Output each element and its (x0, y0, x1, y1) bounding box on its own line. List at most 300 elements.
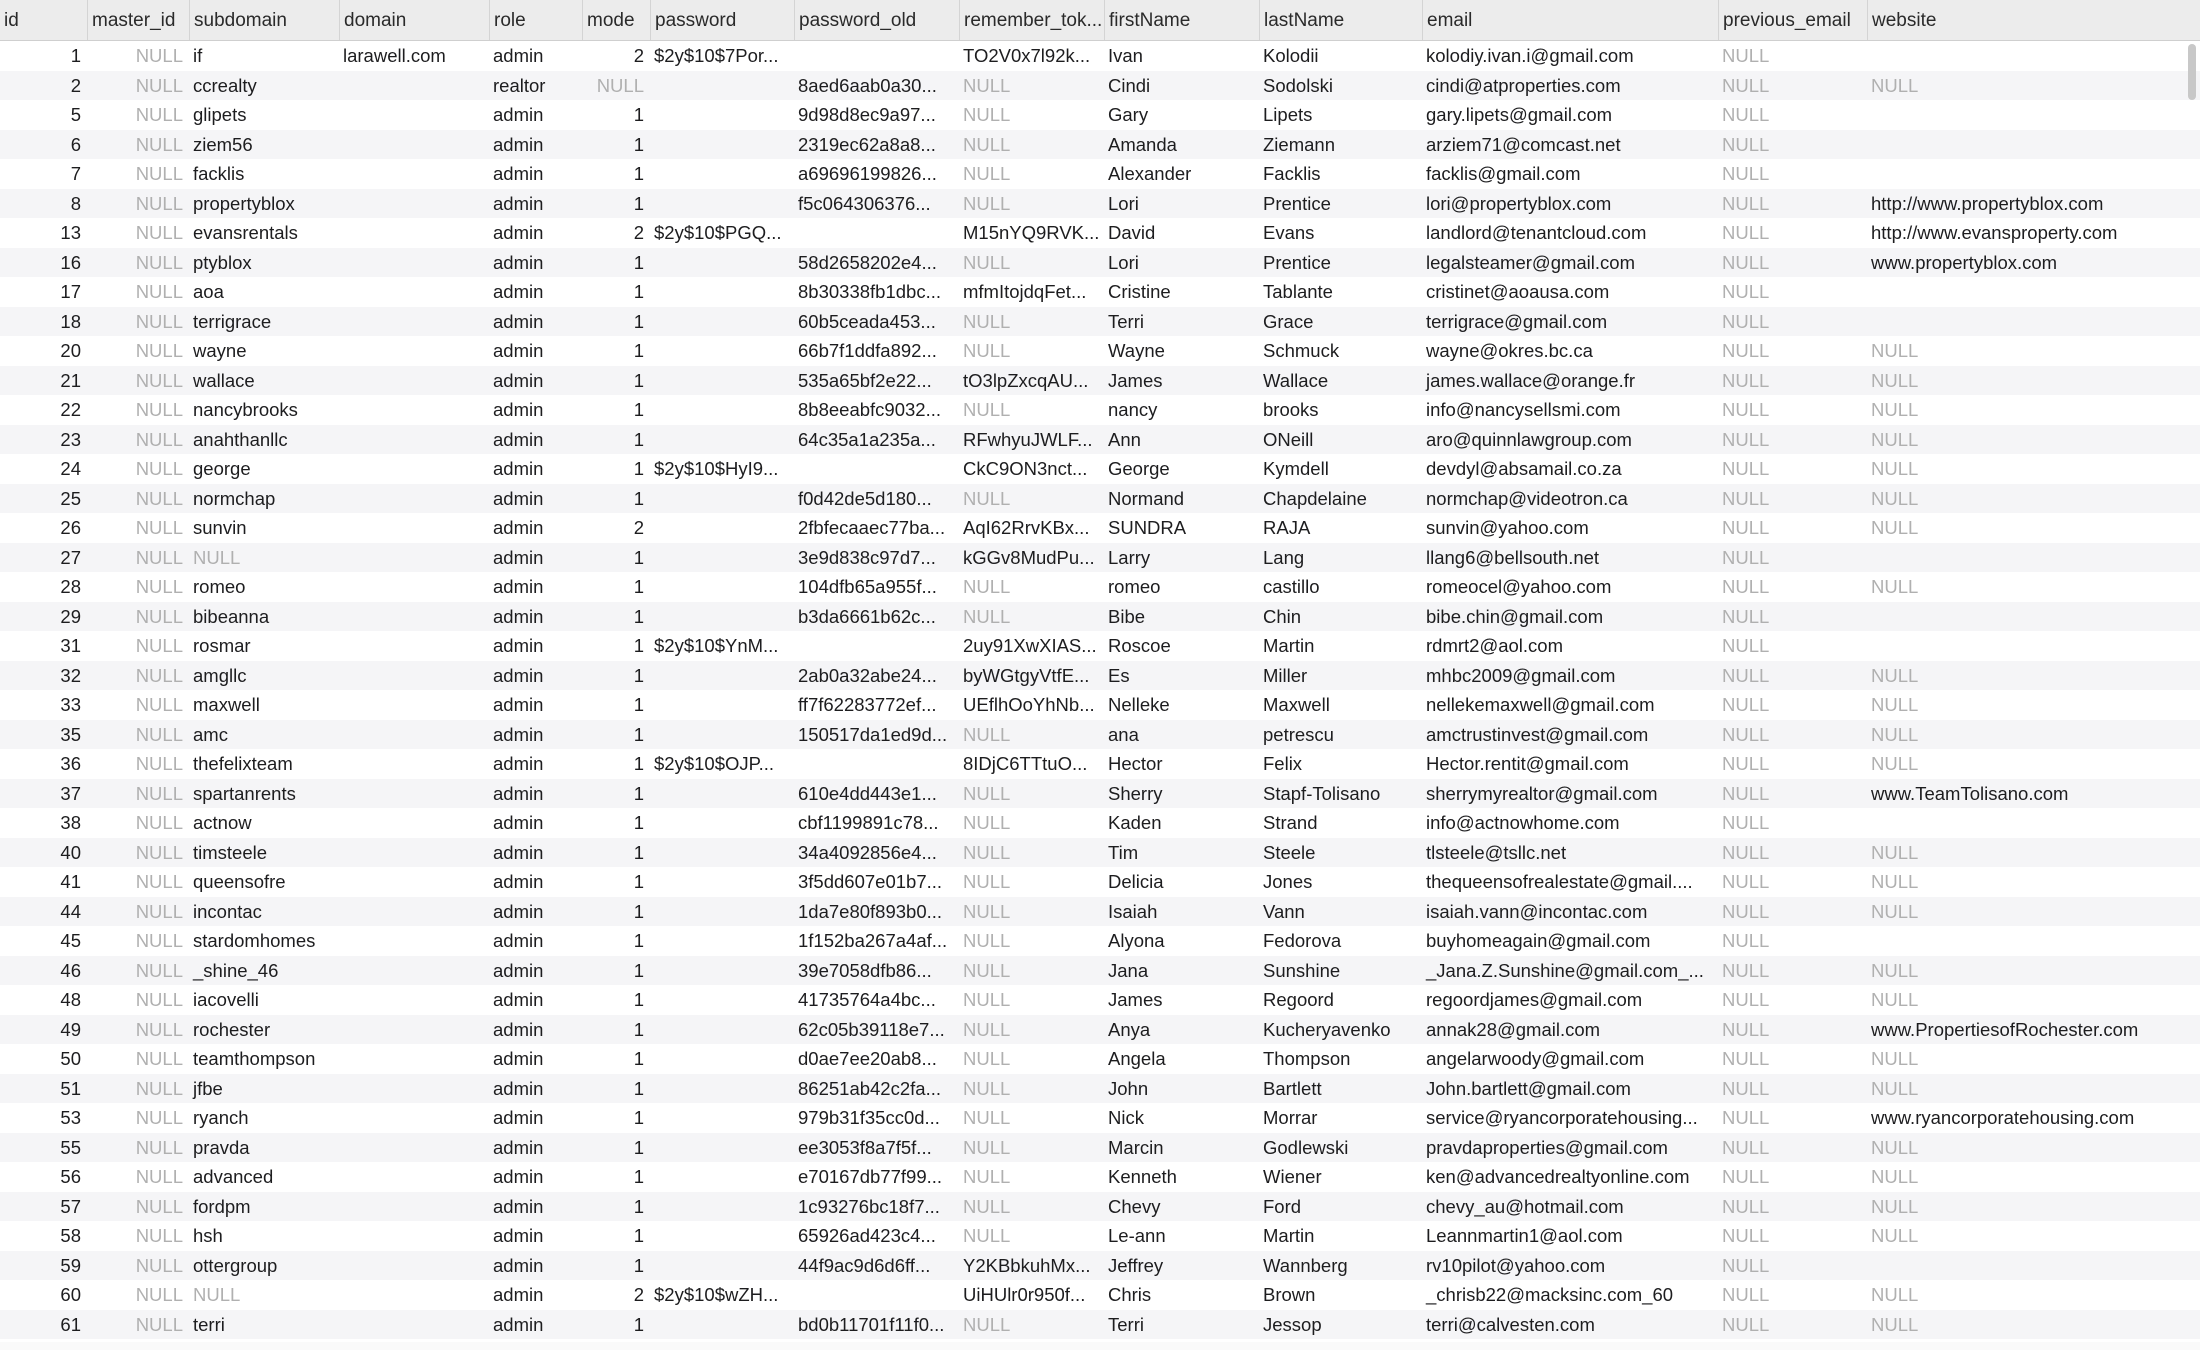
cell-website[interactable]: NULL (1871, 664, 1919, 686)
cell-mode[interactable]: 1 (633, 753, 644, 774)
cell-password-old[interactable]: 104dfb65a955f... (798, 576, 937, 597)
cell-previous-email[interactable]: NULL (1722, 222, 1770, 243)
cell-mode[interactable]: 1 (633, 576, 644, 597)
cell-lastName[interactable]: Jessop (1263, 1313, 1322, 1335)
cell-email[interactable]: aro@quinnlawgroup.com (1426, 428, 1632, 450)
cell-master-id[interactable]: NULL (135, 45, 183, 66)
cell-master-id[interactable]: NULL (135, 399, 183, 420)
table-row[interactable] (0, 248, 2200, 278)
cell-domain[interactable] (339, 690, 489, 720)
cell-password-old[interactable]: 1c93276bc18f7... (798, 1195, 940, 1217)
cell-password[interactable] (650, 71, 794, 101)
cell-previous-email[interactable]: NULL (1722, 782, 1770, 804)
cell-id[interactable]: 23 (60, 428, 81, 450)
cell-mode[interactable]: 1 (633, 664, 644, 686)
cell-remember-token[interactable]: NULL (963, 1166, 1011, 1187)
cell-subdomain[interactable]: rosmar (193, 635, 251, 656)
cell-domain[interactable] (339, 189, 489, 219)
cell-email[interactable]: lori@propertyblox.com (1426, 192, 1612, 214)
cell-remember-token[interactable]: NULL (963, 782, 1011, 804)
cell-role[interactable]: admin (493, 576, 544, 597)
cell-id[interactable]: 26 (60, 517, 81, 538)
cell-subdomain[interactable]: incontac (193, 900, 262, 922)
cell-master-id[interactable]: NULL (135, 1313, 183, 1335)
cell-remember-token[interactable]: TO2V0x7l92k... (963, 45, 1091, 66)
cell-subdomain[interactable]: rochester (193, 1018, 271, 1040)
cell-id[interactable]: 35 (60, 723, 81, 745)
cell-master-id[interactable]: NULL (135, 1254, 183, 1276)
cell-password-old[interactable]: 41735764a4bc... (798, 989, 936, 1010)
cell-subdomain[interactable]: actnow (193, 812, 252, 833)
cell-subdomain[interactable]: NULL (193, 1284, 241, 1305)
cell-master-id[interactable]: NULL (135, 310, 183, 332)
cell-master-id[interactable]: NULL (135, 753, 183, 774)
cell-subdomain[interactable]: aoa (193, 281, 224, 302)
cell-master-id[interactable]: NULL (135, 605, 183, 627)
cell-email[interactable]: John.bartlett@gmail.com (1426, 1077, 1631, 1099)
cell-lastName[interactable]: Miller (1263, 664, 1308, 686)
cell-lastName[interactable]: RAJA (1263, 517, 1311, 538)
table-row[interactable] (0, 1251, 2200, 1281)
cell-password[interactable] (650, 867, 794, 897)
cell-lastName[interactable]: Strand (1263, 812, 1318, 833)
cell-subdomain[interactable]: NULL (193, 546, 241, 568)
cell-website[interactable]: NULL (1871, 1284, 1919, 1305)
cell-password-old[interactable]: 1f152ba267a4af... (798, 930, 948, 951)
cell-role[interactable]: admin (493, 340, 544, 361)
cell-mode[interactable]: 1 (633, 399, 644, 420)
cell-previous-email[interactable]: NULL (1722, 74, 1770, 96)
cell-firstName[interactable]: Angela (1108, 1048, 1166, 1069)
cell-previous-email[interactable]: NULL (1722, 900, 1770, 922)
cell-password-old[interactable]: 150517da1ed9d... (798, 723, 948, 745)
cell-password-old[interactable]: 8b8eeabfc9032... (798, 399, 941, 420)
table-row[interactable] (0, 838, 2200, 868)
cell-subdomain[interactable]: hsh (193, 1225, 223, 1246)
table-row[interactable] (0, 1015, 2200, 1045)
cell-password[interactable] (650, 956, 794, 986)
cell-remember-token[interactable]: NULL (963, 487, 1011, 509)
cell-password-old[interactable]: bd0b11701f11f0... (798, 1313, 945, 1335)
cell-domain[interactable] (339, 543, 489, 573)
cell-password-old[interactable]: 1da7e80f893b0... (798, 900, 943, 922)
cell-master-id[interactable]: NULL (135, 369, 183, 391)
cell-password-old[interactable]: f5c064306376... (798, 192, 931, 214)
cell-previous-email[interactable]: NULL (1722, 723, 1770, 745)
cell-firstName[interactable]: Nelleke (1108, 694, 1170, 715)
cell-password[interactable] (650, 1162, 794, 1192)
cell-subdomain[interactable]: bibeanna (193, 605, 270, 627)
cell-previous-email[interactable]: NULL (1722, 1166, 1770, 1187)
cell-password[interactable] (650, 1310, 794, 1340)
cell-role[interactable]: admin (493, 1313, 544, 1335)
cell-domain[interactable] (339, 395, 489, 425)
cell-subdomain[interactable]: wallace (193, 369, 255, 391)
cell-password[interactable] (650, 808, 794, 838)
cell-email[interactable]: arziem71@comcast.net (1426, 133, 1621, 155)
cell-id[interactable]: 37 (60, 782, 81, 804)
cell-email[interactable]: sherrymyrealtor@gmail.com (1426, 782, 1658, 804)
cell-role[interactable]: realtor (493, 74, 546, 96)
cell-subdomain[interactable]: ptyblox (193, 251, 252, 273)
cell-remember-token[interactable]: NULL (963, 959, 1011, 981)
cell-website[interactable] (1867, 277, 2200, 307)
cell-website[interactable] (1867, 543, 2200, 573)
cell-website[interactable]: NULL (1871, 428, 1919, 450)
table-row[interactable] (0, 71, 2200, 101)
cell-role[interactable]: admin (493, 458, 544, 479)
cell-password[interactable] (650, 130, 794, 160)
cell-email[interactable]: mhbc2009@gmail.com (1426, 664, 1616, 686)
cell-subdomain[interactable]: thefelixteam (193, 753, 293, 774)
cell-mode[interactable]: 1 (633, 1313, 644, 1335)
cell-id[interactable]: 7 (70, 163, 81, 184)
cell-firstName[interactable]: Alyona (1108, 930, 1165, 951)
cell-password[interactable] (650, 395, 794, 425)
cell-password-old[interactable]: a69696199826... (798, 163, 937, 184)
table-row[interactable] (0, 189, 2200, 219)
cell-master-id[interactable]: NULL (135, 694, 183, 715)
cell-previous-email[interactable]: NULL (1722, 517, 1770, 538)
cell-website[interactable] (1867, 926, 2200, 956)
cell-domain[interactable] (339, 631, 489, 661)
cell-master-id[interactable]: NULL (135, 428, 183, 450)
cell-mode[interactable]: 1 (633, 1136, 644, 1158)
cell-password-old[interactable]: 39e7058dfb86... (798, 959, 932, 981)
cell-email[interactable]: amctrustinvest@gmail.com (1426, 723, 1649, 745)
cell-previous-email[interactable]: NULL (1722, 605, 1770, 627)
cell-email[interactable]: annak28@gmail.com (1426, 1018, 1601, 1040)
cell-password[interactable] (650, 1192, 794, 1222)
cell-password[interactable] (650, 720, 794, 750)
cell-lastName[interactable]: Stapf-Tolisano (1263, 782, 1381, 804)
cell-role[interactable]: admin (493, 989, 544, 1010)
cell-firstName[interactable]: Gary (1108, 104, 1149, 125)
cell-role[interactable]: admin (493, 1284, 544, 1305)
cell-lastName[interactable]: Felix (1263, 753, 1303, 774)
cell-password-old[interactable]: 610e4dd443e1... (798, 782, 937, 804)
cell-remember-token[interactable]: NULL (963, 133, 1011, 155)
cell-domain[interactable] (339, 1280, 489, 1310)
cell-id[interactable]: 51 (60, 1077, 81, 1099)
cell-password[interactable] (650, 484, 794, 514)
cell-website[interactable] (1867, 1251, 2200, 1281)
cell-lastName[interactable]: Vann (1263, 900, 1305, 922)
cell-domain[interactable] (339, 71, 489, 101)
cell-remember-token[interactable]: NULL (963, 989, 1011, 1010)
table-row[interactable] (0, 956, 2200, 986)
cell-id[interactable]: 56 (60, 1166, 81, 1187)
cell-previous-email[interactable]: NULL (1722, 1077, 1770, 1099)
cell-role[interactable]: admin (493, 1254, 544, 1276)
cell-remember-token[interactable]: NULL (963, 723, 1011, 745)
cell-email[interactable]: _chrisb22@macksinc.com_60 (1426, 1284, 1674, 1305)
cell-master-id[interactable]: NULL (135, 133, 183, 155)
cell-lastName[interactable]: Sunshine (1263, 959, 1341, 981)
cell-previous-email[interactable]: NULL (1722, 664, 1770, 686)
cell-lastName[interactable]: Prentice (1263, 192, 1331, 214)
cell-master-id[interactable]: NULL (135, 664, 183, 686)
cell-firstName[interactable]: James (1108, 989, 1163, 1010)
cell-password-old[interactable]: 3f5dd607e01b7... (798, 871, 943, 892)
table-row[interactable] (0, 1074, 2200, 1104)
cell-email[interactable]: legalsteamer@gmail.com (1426, 251, 1635, 273)
cell-lastName[interactable]: Martin (1263, 1225, 1315, 1246)
cell-lastName[interactable]: Maxwell (1263, 694, 1330, 715)
cell-subdomain[interactable]: ccrealty (193, 74, 257, 96)
cell-domain[interactable] (339, 425, 489, 455)
cell-password[interactable]: $2y$10$wZH... (654, 1284, 779, 1305)
column-header-email[interactable]: email (1422, 0, 1718, 40)
cell-master-id[interactable]: NULL (135, 959, 183, 981)
table-row[interactable] (0, 41, 2200, 71)
cell-master-id[interactable]: NULL (135, 458, 183, 479)
cell-mode[interactable]: 1 (633, 871, 644, 892)
table-row[interactable] (0, 307, 2200, 337)
cell-password[interactable] (650, 926, 794, 956)
cell-domain[interactable] (339, 897, 489, 927)
cell-previous-email[interactable]: NULL (1722, 192, 1770, 214)
cell-website[interactable] (1867, 307, 2200, 337)
cell-password-old[interactable] (794, 218, 959, 248)
cell-role[interactable]: admin (493, 251, 544, 273)
cell-subdomain[interactable]: romeo (193, 576, 246, 597)
cell-email[interactable]: devdyl@absamail.co.za (1426, 458, 1622, 479)
cell-id[interactable]: 55 (60, 1136, 81, 1158)
cell-firstName[interactable]: Le-ann (1108, 1225, 1166, 1246)
cell-master-id[interactable]: NULL (135, 1077, 183, 1099)
cell-subdomain[interactable]: stardomhomes (193, 930, 316, 951)
cell-id[interactable]: 33 (60, 694, 81, 715)
cell-role[interactable]: admin (493, 871, 544, 892)
cell-lastName[interactable]: Ford (1263, 1195, 1302, 1217)
cell-website[interactable]: NULL (1871, 517, 1919, 538)
cell-domain[interactable] (339, 336, 489, 366)
cell-mode[interactable]: 1 (633, 635, 644, 656)
cell-domain[interactable] (339, 1015, 489, 1045)
cell-previous-email[interactable]: NULL (1722, 163, 1770, 184)
cell-previous-email[interactable]: NULL (1722, 1018, 1770, 1040)
cell-firstName[interactable]: Lori (1108, 192, 1139, 214)
cell-master-id[interactable]: NULL (135, 487, 183, 509)
cell-role[interactable]: admin (493, 841, 544, 863)
cell-id[interactable]: 16 (60, 251, 81, 273)
table-row[interactable] (0, 218, 2200, 248)
cell-id[interactable]: 29 (60, 605, 81, 627)
cell-domain[interactable] (339, 749, 489, 779)
cell-subdomain[interactable]: amgllc (193, 664, 247, 686)
cell-firstName[interactable]: Es (1108, 664, 1130, 686)
cell-password-old[interactable]: 535a65bf2e22... (798, 369, 932, 391)
cell-website[interactable] (1867, 602, 2200, 632)
column-header-role[interactable]: role (489, 0, 582, 40)
cell-website[interactable]: NULL (1871, 989, 1919, 1010)
cell-website[interactable]: NULL (1871, 458, 1919, 479)
cell-master-id[interactable]: NULL (135, 163, 183, 184)
cell-email[interactable]: cristinet@aoausa.com (1426, 281, 1610, 302)
cell-password[interactable] (650, 189, 794, 219)
cell-subdomain[interactable]: jfbe (193, 1077, 223, 1099)
cell-master-id[interactable]: NULL (135, 104, 183, 125)
cell-password-old[interactable] (794, 749, 959, 779)
cell-mode[interactable]: 1 (633, 1195, 644, 1217)
cell-subdomain[interactable]: facklis (193, 163, 245, 184)
cell-website[interactable]: www.propertyblox.com (1871, 251, 2058, 273)
cell-domain[interactable] (339, 779, 489, 809)
horizontal-scrollbar[interactable] (0, 1342, 2200, 1350)
cell-master-id[interactable]: NULL (135, 871, 183, 892)
cell-master-id[interactable]: NULL (135, 1284, 183, 1305)
cell-remember-token[interactable]: NULL (963, 1077, 1011, 1099)
cell-lastName[interactable]: Facklis (1263, 163, 1321, 184)
cell-domain[interactable] (339, 1133, 489, 1163)
table-row[interactable] (0, 130, 2200, 160)
cell-website[interactable]: NULL (1871, 1195, 1919, 1217)
cell-id[interactable]: 38 (60, 812, 81, 833)
cell-email[interactable]: thequeensofrealestate@gmail.... (1426, 871, 1693, 892)
cell-mode[interactable]: 2 (633, 45, 644, 66)
table-row[interactable] (0, 395, 2200, 425)
cell-lastName[interactable]: Chapdelaine (1263, 487, 1367, 509)
cell-id[interactable]: 2 (70, 74, 81, 96)
column-header-password[interactable]: password (650, 0, 794, 40)
cell-password[interactable] (650, 661, 794, 691)
table-row[interactable] (0, 454, 2200, 484)
cell-remember-token[interactable]: kGGv8MudPu... (963, 546, 1095, 568)
cell-role[interactable]: admin (493, 517, 544, 538)
cell-mode[interactable]: 1 (633, 369, 644, 391)
column-header-firstName[interactable]: firstName (1104, 0, 1259, 40)
cell-firstName[interactable]: Cristine (1108, 281, 1171, 302)
cell-lastName[interactable]: Kymdell (1263, 458, 1329, 479)
cell-password[interactable] (650, 336, 794, 366)
cell-id[interactable]: 57 (60, 1195, 81, 1217)
cell-domain[interactable] (339, 602, 489, 632)
cell-role[interactable]: admin (493, 310, 544, 332)
cell-firstName[interactable]: Bibe (1108, 605, 1146, 627)
cell-email[interactable]: rdmrt2@aol.com (1426, 635, 1564, 656)
cell-mode[interactable]: 1 (633, 163, 644, 184)
cell-password[interactable]: $2y$10$PGQ... (654, 222, 782, 243)
cell-website[interactable]: NULL (1871, 723, 1919, 745)
cell-mode[interactable]: 1 (633, 310, 644, 332)
cell-id[interactable]: 25 (60, 487, 81, 509)
cell-firstName[interactable]: Kenneth (1108, 1166, 1177, 1187)
cell-firstName[interactable]: nancy (1108, 399, 1158, 420)
cell-password-old[interactable]: b3da6661b62c... (798, 605, 936, 627)
cell-previous-email[interactable]: NULL (1722, 104, 1770, 125)
cell-password[interactable] (650, 248, 794, 278)
cell-master-id[interactable]: NULL (135, 723, 183, 745)
cell-lastName[interactable]: Kolodii (1263, 45, 1319, 66)
cell-role[interactable]: admin (493, 1166, 544, 1187)
cell-lastName[interactable]: Martin (1263, 635, 1315, 656)
cell-subdomain[interactable]: normchap (193, 487, 276, 509)
cell-lastName[interactable]: Brown (1263, 1284, 1316, 1305)
cell-role[interactable]: admin (493, 1048, 544, 1069)
cell-email[interactable]: terri@calvesten.com (1426, 1313, 1595, 1335)
cell-role[interactable]: admin (493, 1107, 544, 1128)
table-row[interactable] (0, 631, 2200, 661)
cell-id[interactable]: 8 (70, 192, 81, 214)
cell-subdomain[interactable]: _shine_46 (193, 959, 279, 981)
cell-firstName[interactable]: Delicia (1108, 871, 1164, 892)
cell-password-old[interactable]: 60b5ceada453... (798, 310, 936, 332)
cell-website[interactable]: NULL (1871, 1313, 1919, 1335)
cell-lastName[interactable]: castillo (1263, 576, 1320, 597)
cell-subdomain[interactable]: ottergroup (193, 1254, 278, 1276)
cell-id[interactable]: 45 (60, 930, 81, 951)
cell-master-id[interactable]: NULL (135, 1048, 183, 1069)
cell-password-old[interactable]: 2319ec62a8a8... (798, 133, 936, 155)
cell-firstName[interactable]: Sherry (1108, 782, 1163, 804)
table-row[interactable] (0, 543, 2200, 573)
cell-previous-email[interactable]: NULL (1722, 428, 1770, 450)
cell-email[interactable]: kolodiy.ivan.i@gmail.com (1426, 45, 1634, 66)
cell-password-old[interactable] (794, 631, 959, 661)
cell-firstName[interactable]: Jana (1108, 959, 1149, 981)
cell-mode[interactable]: 2 (633, 517, 644, 538)
cell-role[interactable]: admin (493, 399, 544, 420)
table-row[interactable] (0, 1280, 2200, 1310)
cell-previous-email[interactable]: NULL (1722, 635, 1770, 656)
cell-subdomain[interactable]: nancybrooks (193, 399, 298, 420)
cell-firstName[interactable]: Roscoe (1108, 635, 1171, 656)
cell-firstName[interactable]: Terri (1108, 1313, 1144, 1335)
cell-password-old[interactable]: 979b31f35cc0d... (798, 1107, 940, 1128)
cell-password[interactable]: $2y$10$OJP... (654, 753, 774, 774)
cell-firstName[interactable]: Wayne (1108, 340, 1165, 361)
cell-subdomain[interactable]: iacovelli (193, 989, 259, 1010)
cell-lastName[interactable]: Lang (1263, 546, 1305, 568)
cell-subdomain[interactable]: pravda (193, 1136, 250, 1158)
cell-mode[interactable]: 1 (633, 1254, 644, 1276)
cell-website[interactable]: NULL (1871, 576, 1919, 597)
cell-id[interactable]: 61 (60, 1313, 81, 1335)
cell-firstName[interactable]: Alexander (1108, 163, 1192, 184)
cell-password-old[interactable]: ff7f62283772ef... (798, 694, 937, 715)
cell-website[interactable] (1867, 631, 2200, 661)
cell-mode[interactable]: 1 (633, 1166, 644, 1187)
cell-domain[interactable] (339, 454, 489, 484)
cell-domain[interactable] (339, 867, 489, 897)
cell-domain[interactable] (339, 926, 489, 956)
table-row[interactable] (0, 926, 2200, 956)
cell-id[interactable]: 17 (60, 281, 81, 302)
cell-mode[interactable]: 1 (633, 841, 644, 863)
cell-password-old[interactable]: 34a4092856e4... (798, 841, 937, 863)
cell-firstName[interactable]: Ivan (1108, 45, 1143, 66)
cell-password-old[interactable] (794, 454, 959, 484)
cell-password[interactable] (650, 543, 794, 573)
cell-email[interactable]: chevy_au@hotmail.com (1426, 1195, 1624, 1217)
cell-id[interactable]: 13 (60, 222, 81, 243)
cell-role[interactable]: admin (493, 900, 544, 922)
table-row[interactable] (0, 513, 2200, 543)
cell-mode[interactable]: 1 (633, 281, 644, 302)
cell-password[interactable] (650, 1044, 794, 1074)
cell-previous-email[interactable]: NULL (1722, 1195, 1770, 1217)
cell-mode[interactable]: 1 (633, 546, 644, 568)
cell-remember-token[interactable]: 2uy91XwXIAS... (963, 635, 1097, 656)
cell-remember-token[interactable]: NULL (963, 1048, 1011, 1069)
table-row[interactable] (0, 159, 2200, 189)
cell-mode[interactable]: 2 (633, 222, 644, 243)
cell-mode[interactable]: 1 (633, 989, 644, 1010)
cell-password[interactable] (650, 425, 794, 455)
cell-email[interactable]: _Jana.Z.Sunshine@gmail.com_... (1426, 959, 1704, 981)
cell-role[interactable]: admin (493, 192, 544, 214)
